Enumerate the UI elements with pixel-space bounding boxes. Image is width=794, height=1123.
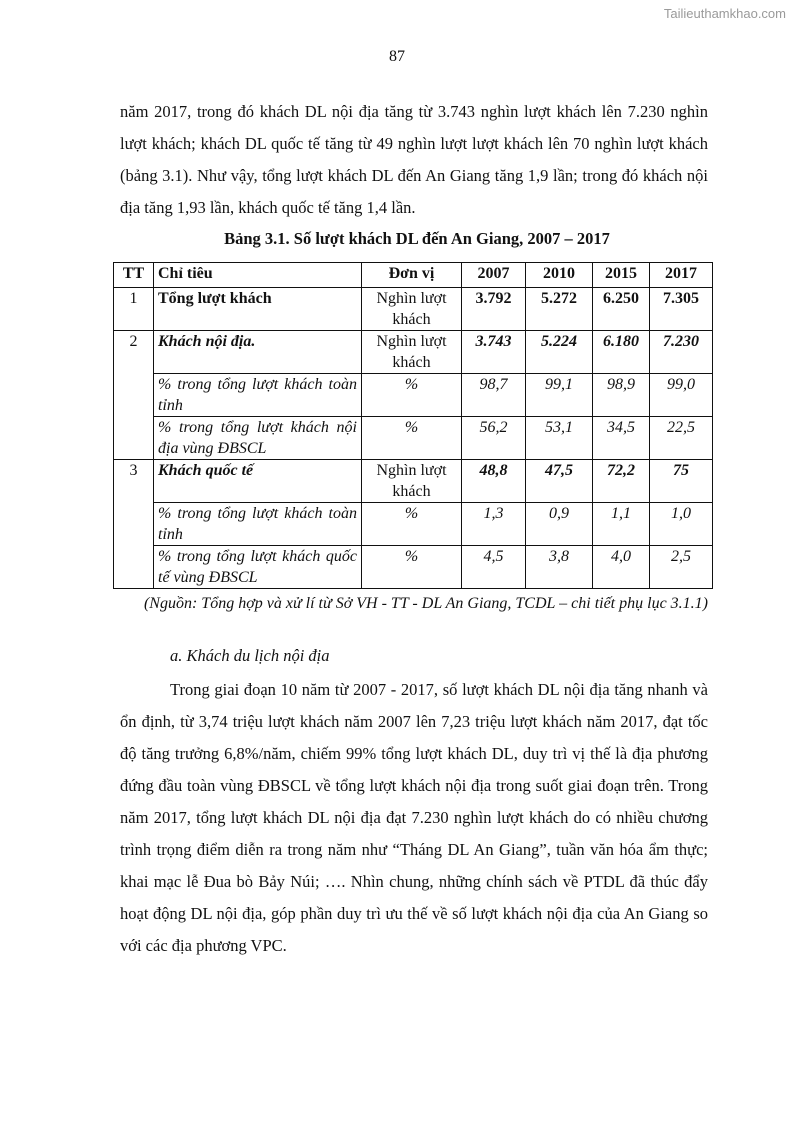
value-cell: 0,9	[526, 503, 593, 546]
value-cell: 99,1	[526, 374, 593, 417]
header-cell: 2010	[526, 263, 593, 288]
value-cell: 47,5	[526, 460, 593, 503]
value-cell: 4,0	[593, 546, 650, 589]
value-cell: 2,5	[650, 546, 713, 589]
value-cell: 34,5	[593, 417, 650, 460]
tt-cell: 3	[114, 460, 154, 589]
page-number: 87	[389, 48, 405, 65]
header-cell: 2017	[650, 263, 713, 288]
header-cell: 2007	[462, 263, 526, 288]
subheading: a. Khách du lịch nội địa	[170, 646, 330, 665]
value-cell: 99,0	[650, 374, 713, 417]
value-cell: 22,5	[650, 417, 713, 460]
value-cell: 6.250	[593, 288, 650, 331]
unit-cell: Nghìn lượt khách	[362, 288, 462, 331]
source-note: (Nguồn: Tổng hợp và xử lí từ Sở VH - TT - DL An Giang, TCDL – chi tiết phụ lục 3.1.1)	[143, 595, 708, 612]
indicator-cell: % trong tổng lượt khách toàn tỉnh	[154, 374, 362, 417]
table-header-row	[114, 263, 713, 288]
value-cell: 3.792	[462, 288, 526, 331]
unit-cell: %	[362, 417, 462, 460]
value-cell: 3.743	[462, 331, 526, 374]
table-row	[114, 460, 713, 503]
value-cell: 48,8	[462, 460, 526, 503]
header-cell: 2015	[593, 263, 650, 288]
indicator-cell: % trong tổng lượt khách quốc tế vùng ĐBSCL	[154, 546, 362, 589]
unit-cell: %	[362, 546, 462, 589]
table-row	[114, 546, 713, 589]
value-cell: 72,2	[593, 460, 650, 503]
value-cell: 6.180	[593, 331, 650, 374]
value-cell: 53,1	[526, 417, 593, 460]
value-cell: 1,3	[462, 503, 526, 546]
unit-cell: Nghìn lượt khách	[362, 460, 462, 503]
unit-cell: %	[362, 503, 462, 546]
unit-cell: %	[362, 374, 462, 417]
table-row	[114, 374, 713, 417]
value-cell: 1,0	[650, 503, 713, 546]
value-cell: 3,8	[526, 546, 593, 589]
value-cell: 7.230	[650, 331, 713, 374]
header-cell: Đơn vị	[362, 263, 462, 288]
indicator-cell: % trong tổng lượt khách toàn tỉnh	[154, 503, 362, 546]
tt-cell: 2	[114, 331, 154, 460]
value-cell: 4,5	[462, 546, 526, 589]
value-cell: 98,9	[593, 374, 650, 417]
table-row	[114, 417, 713, 460]
visitor-table	[113, 262, 713, 589]
indicator-cell: Khách quốc tế	[154, 460, 362, 503]
indicator-cell: Khách nội địa.	[154, 331, 362, 374]
value-cell: 98,7	[462, 374, 526, 417]
intro-paragraph: năm 2017, trong đó khách DL nội địa tăng từ 3.743 nghìn lượt khách lên 7.230 nghìn lượt khách; khách DL quốc tế tăng từ 49 nghìn lượt lượt khách lên 70 nghìn lượt khách (bảng 3.1). Như vậy, tổng lượt khách DL đến An Giang tăng 1,9 lần; trong đó khách nội địa tăng 1,93 lần, khách quốc tế tăng 1,4 lần.	[120, 102, 708, 217]
table-row	[114, 331, 713, 374]
indicator-cell: % trong tổng lượt khách nội địa vùng ĐBSCL	[154, 417, 362, 460]
body-paragraph: Trong giai đoạn 10 năm từ 2007 - 2017, số lượt khách DL nội địa tăng nhanh và ổn định, từ 3,74 triệu lượt khách năm 2007 lên 7,23 triệu lượt khách năm 2017, đạt tốc độ tăng trưởng 6,8%/năm, chiếm 99% tổng lượt khách DL, duy trì vị thế là địa phương đứng đầu toàn vùng ĐBSCL về tổng lượt khách nội địa trong suốt giai đoạn trên. Trong năm 2017, tổng lượt khách DL nội địa đạt 7.230 nghìn lượt khách do có nhiều chương trình trọng điểm diễn ra trong năm như “Tháng DL An Giang”, tuần văn hóa ẩm thực; khai mạc lễ Đua bò Bảy Núi; …. Nhìn chung, những chính sách về PTDL đã thúc đẩy hoạt động DL nội địa, góp phần duy trì ưu thế về số lượt khách nội địa của An Giang so với các địa phương VPC.	[120, 680, 708, 955]
indicator-cell: Tổng lượt khách	[154, 288, 362, 331]
value-cell: 5.272	[526, 288, 593, 331]
header-cell: Chỉ tiêu	[154, 263, 362, 288]
table-caption: Bảng 3.1. Số lượt khách DL đến An Giang, 2007 – 2017	[224, 229, 610, 248]
watermark: Tailieuthamkhao.com	[663, 6, 786, 21]
tt-cell: 1	[114, 288, 154, 331]
value-cell: 7.305	[650, 288, 713, 331]
value-cell: 56,2	[462, 417, 526, 460]
table-row	[114, 503, 713, 546]
unit-cell: Nghìn lượt khách	[362, 331, 462, 374]
header-cell: TT	[114, 263, 154, 288]
value-cell: 75	[650, 460, 713, 503]
value-cell: 1,1	[593, 503, 650, 546]
value-cell: 5.224	[526, 331, 593, 374]
table-row	[114, 288, 713, 331]
